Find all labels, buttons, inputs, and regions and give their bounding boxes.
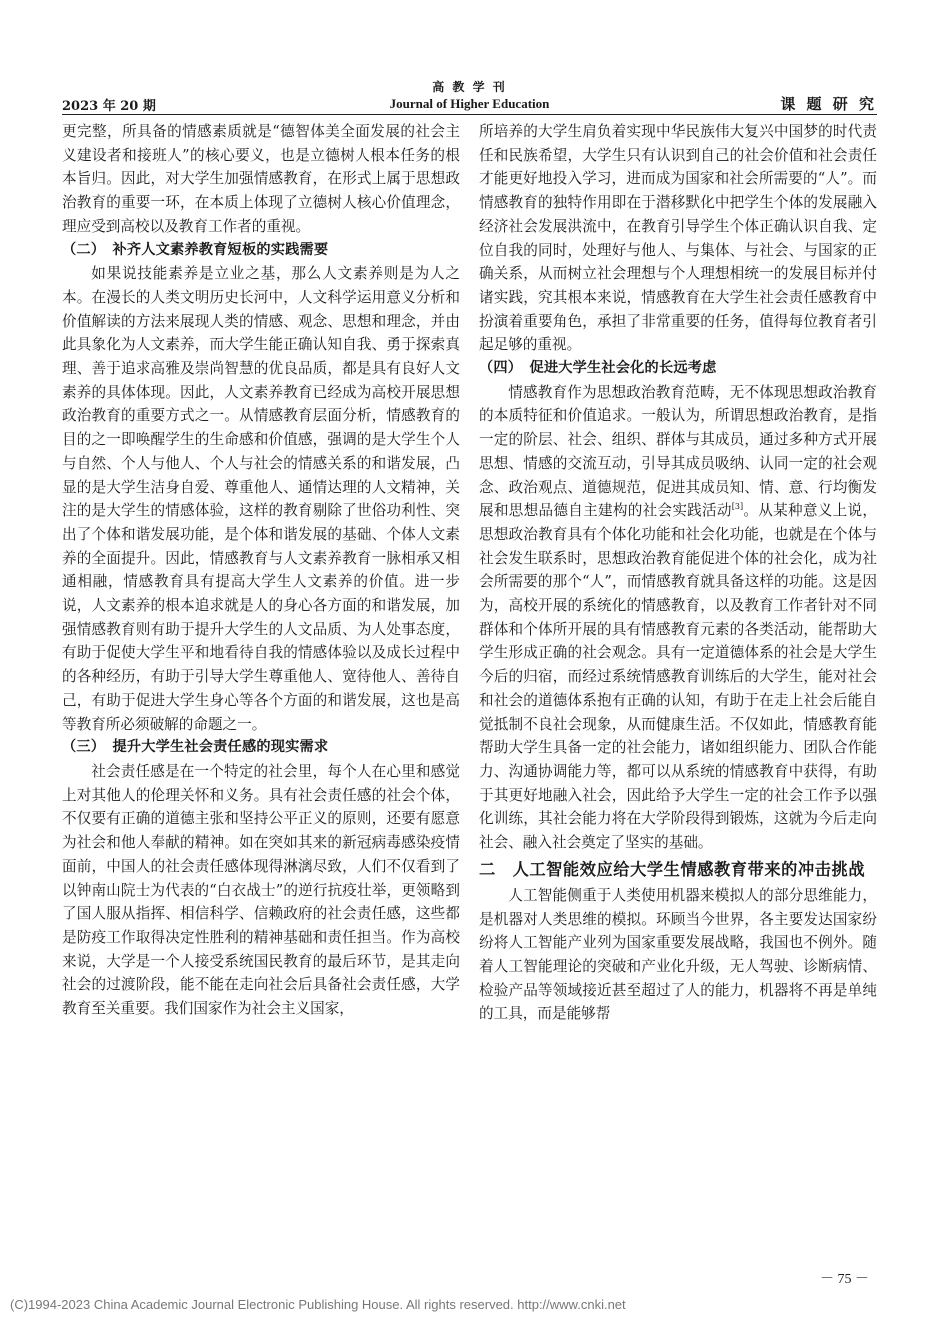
- heading-section-4: （四） 促进大学生社会化的长远考虑: [479, 360, 717, 377]
- issue-label: 2023 年 20 期: [62, 99, 156, 114]
- paragraph: 社会责任感是在一个特定的社会里，每个人在心里和感觉上对其他人的伦理关怀和义务。具有社会责任感的社会个体，不仅要有正确的道德主张和坚持公平正义的原则，还要有愿意为社会和他人奉献的精神。如在突如其来的新冠病毒感染疫情面前，中国人的社会责任感体现得淋漓尽致，人们不仅看到了以钟南山院士为代表的“白衣战士”的逆行抗疫壮举，更领略到了国人服从指挥、相信科学、信赖政府的社会责任感，这些都是防疫工作取得决定性胜利的精神基础和责任担当。作为高校来说，大学是一个人接受系统国民教育的最后环节，是其走向社会的过渡阶段，能不能在走向社会后具备社会责任感，大学教育至关重要。我们国家作为社会主义国家，: [62, 762, 460, 1018]
- paragraph: [479, 381, 877, 855]
- paragraph: 如果说技能素养是立业之基，那么人文素养则是为人之本。在漫长的人类文明历史长河中，人文科学运用意义分析和价值解读的方法来展现人类的情感、观念、思想和理念，并由此具象化为人文素养，而大学生能正确认知自我、勇于探索真理、善于追求高雅及崇尚智慧的优良品质，都是具有良好人文素养的具体体现。因此，人文素养教育已经成为高校开展思想政治教育的重要方式之一。从情感教育层面分析，情感教育的目的之一即唤醒学生的生命感和价值感，强调的是大学生个人与自然、个人与他人、个人与社会的情感关系的和谐发展，凸显的是大学生洁身自爱、尊重他人、通情达理的人文精神，关注的是大学生的情感体验，这样的教育剔除了世俗功利性、突出了个体和谐发展功能，是个体和谐发展的基础、个体人文素养的全面提升。因此，情感教育与人文素养教育一脉相承又相通相融，情感教育具有提高大学生人文素养的价值。进一步说，人文素养的根本追求就是人的身心各方面的和谐发展，加强情感教育则有助于提升大学生的人文品质、为人处事态度，有助于促使大学生平和地看待自我的情感体验以及成长过程中的各种经历，有助于引导大学生尊重他人、宽待他人、善待自己，有助于促进大学生身心等各个方面的和谐发展，这也是高等教育所必须破解的命题之一。: [62, 265, 460, 733]
- heading-chapter-2: 二 人工智能效应给大学生情感教育带来的冲击挑战: [479, 859, 866, 879]
- heading-section-2: （二） 补齐人文素养教育短板的实践需要: [62, 241, 329, 258]
- heading-section-3: （三） 提升大学生社会责任感的现实需求: [62, 739, 329, 756]
- page-number: － 75 －: [820, 1272, 869, 1287]
- citation-ref: [3]: [731, 502, 744, 512]
- section-label: 课 题 研 究: [780, 95, 877, 113]
- page-header: [62, 78, 877, 115]
- journal-title-cn: 高 教 学 刊: [432, 80, 507, 94]
- paragraph: 人工智能侧重于人类使用机器来模拟人的部分思维能力，是机器对人类思维的模拟。环顾当今世界，各主要发达国家纷纷将人工智能产业列为国家重要发展战略，我国也不例外。随着人工智能理论的突破和产业化升级，无人驾驶、诊断病情、检验产品等领域接近甚至超过了人的能力，机器将不再是单纯的工具，而是能够帮: [479, 886, 877, 1023]
- right-column: [479, 120, 877, 1026]
- paragraph-continued: 所培养的大学生肩负着实现中华民族伟大复兴中国梦的时代责任和民族希望，大学生只有认识到自己的社会价值和社会责任才能更好地投入学习，进而成为国家和社会所需要的“人”。而情感教育的独特作用即在于潜移默化中把学生个体的发展融入经济社会发展洪流中，在教育引导学生个体正确认识自我、定位自我的同时，处理好与他人、与集体、与社会、与国家的正确关系，从而树立社会理想与个人理想相统一的发展目标并付诸实践，究其根本来说，情感教育在大学生社会责任感教育中扮演着重要角色，承担了非常重要的任务，值得每位教育者引起足够的重视。: [479, 123, 877, 354]
- journal-title-en: Journal of Higher Education: [389, 96, 550, 111]
- left-column: [62, 120, 460, 1021]
- copyright-footer: (C)1994-2023 China Academic Journal Electronic Publishing House. All rights reserved. http://www.cnki.net: [10, 1297, 626, 1312]
- paragraph-text: 情感教育作为思想政治教育范畴，无不体现思想政治教育的本质特征和价值追求。一般认为，所谓思想政治教育，是指一定的阶层、社会、组织、群体与其成员，通过多种方式开展思想、情感的交流互动，引导其成员吸纳、认同一定的社会观念、政治观点、道德规范，促进其成员知、情、意、行均衡发展和思想品德自主建构的社会实践活动: [479, 383, 877, 520]
- paragraph-text: 。从某种意义上说，思想政治教育具有个体化功能和社会化功能，也就是在个体与社会发生联系时，思想政治教育能促进个体的社会化，成为社会所需要的那个“人”，而情感教育就具备这样的功能。这是因为，高校开展的系统化的情感教育，以及教育工作者针对不同群体和个体所开展的具有情感教育元素的各类活动，能帮助大学生形成正确的社会观念。具有一定道德体系的社会是大学生今后的归宿，而经过系统情感教育训练后的大学生，能对社会和社会的道德体系抱有正确的认知，有助于在走上社会后能自觉抵制不良社会现象，从而健康生活。不仅如此，情感教育能帮助大学生具备一定的社会能力，诸如组织能力、团队合作能力、沟通协调能力等，都可以从系统的情感教育中获得，有助于其更好地融入社会，因此给予大学生一定的社会工作予以强化训练，其社会能力将在大学阶段得到锻炼，这就为今后走向社会、融入社会奠定了坚实的基础。: [479, 502, 877, 852]
- paragraph-continued: 更完整，所具备的情感素质就是“德智体美全面发展的社会主义建设者和接班人”的核心要义，也是立德树人根本任务的根本旨归。因此，对大学生加强情感教育，在形式上属于思想政治教育的重要一环，在本质上体现了立德树人核心价值理念，理应受到高校以及教育工作者的重视。: [62, 123, 460, 235]
